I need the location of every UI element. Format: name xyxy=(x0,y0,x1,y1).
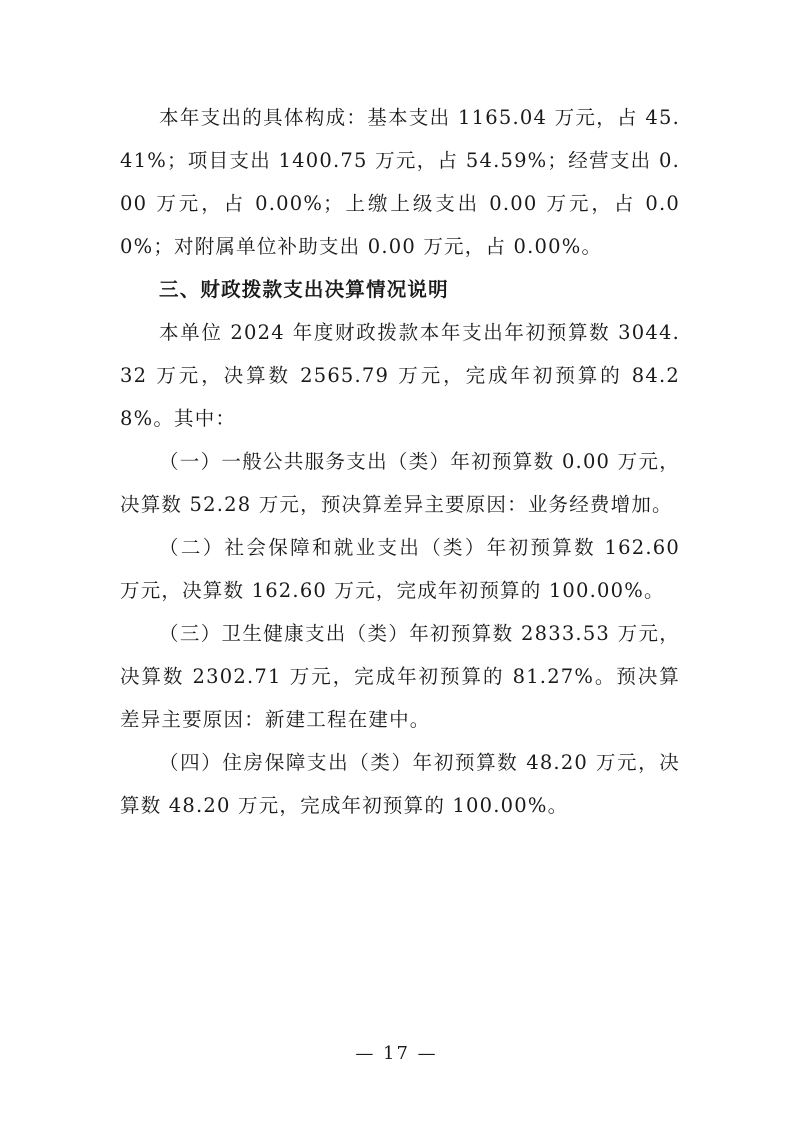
health-expenditure-item: （三）卫生健康支出（类）年初预算数 2833.53 万元，决算数 2302.71 万元，完成年初预算的 81.27%。预决算差异主要原因：新建工程在建中。 xyxy=(120,622,680,731)
fiscal-expenditure-summary-paragraph: 本单位 2024 年度财政拨款本年支出年初预算数 3044.32 万元，决算数 2565.79 万元，完成年初预算的 84.28%。其中： xyxy=(120,321,680,430)
section-heading: 三、财政拨款支出决算情况说明 xyxy=(159,278,449,301)
general-public-services-item: （一）一般公共服务支出（类）年初预算数 0.00 万元，决算数 52.28 万元，预决算差异主要原因：业务经费增加。 xyxy=(120,450,680,516)
expenditure-composition-paragraph: 本年支出的具体构成：基本支出 1165.04 万元，占 45.41%；项目支出 1400.75 万元，占 54.59%；经营支出 0.00 万元，占 0.00%；上缴上级支出 0.00 万元，占 0.00%；对附属单位补助支出 0.00 万元，占 0.00%。 xyxy=(120,106,680,258)
page-number: — 17 — xyxy=(355,1043,438,1064)
social-security-employment-item: （二）社会保障和就业支出（类）年初预算数 162.60 万元，决算数 162.60 万元，完成年初预算的 100.00%。 xyxy=(120,536,680,602)
document-body xyxy=(120,96,680,827)
housing-security-item: （四）住房保障支出（类）年初预算数 48.20 万元，决算数 48.20 万元，完成年初预算的 100.00%。 xyxy=(120,751,680,817)
